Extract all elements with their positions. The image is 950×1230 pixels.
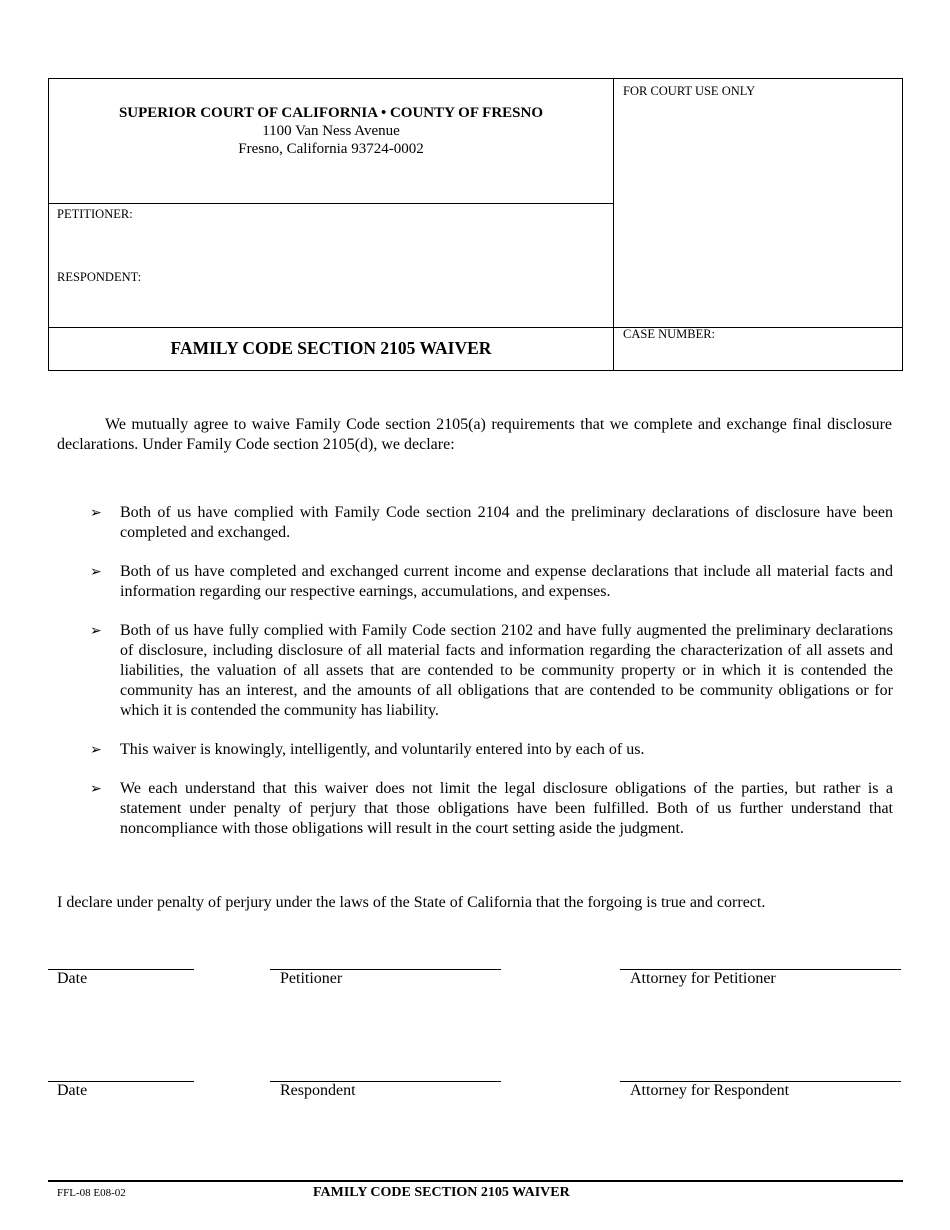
arrow-bullet-icon: ➢ [90,623,102,639]
form-title: FAMILY CODE SECTION 2105 WAIVER [170,338,492,358]
court-use-label: FOR COURT USE ONLY [623,84,756,98]
footer-title: FAMILY CODE SECTION 2105 WAIVER [313,1185,570,1200]
respondent-signature-label: Respondent [280,1082,356,1099]
petitioner-label: PETITIONER: [57,207,133,221]
arrow-bullet-icon: ➢ [90,505,102,521]
list-item-text: Both of us have completed and exchanged current income and expense declarations that include all material facts and information regarding our respective earnings, accumulations, and expenses. [120,563,893,600]
footer-rule [48,1180,903,1182]
petitioner-field[interactable] [140,206,606,224]
list-item [90,740,893,760]
court-info [48,104,614,158]
date-label: Date [57,1082,88,1099]
petitioner-signature-label: Petitioner [280,970,343,987]
list-item-text: Both of us have complied with Family Code section 2104 and the preliminary declarations of disclosure have been completed and exchanged. [120,504,893,541]
list-item [90,503,893,543]
list-item [90,779,893,839]
declaration-list [90,503,893,858]
perjury-declaration: I declare under penalty of perjury under the laws of the State of California that the forgoing is true and correct. [57,894,766,911]
court-name: SUPERIOR COURT OF CALIFORNIA • COUNTY OF FRESNO [118,105,544,121]
form-code: FFL-08 E08-02 [57,1187,126,1199]
case-number-label: CASE NUMBER: [623,327,716,341]
respondent-field[interactable] [148,269,606,287]
list-item [90,621,893,721]
attorney-respondent-label: Attorney for Respondent [630,1082,790,1099]
list-item [90,562,893,602]
case-number-field[interactable] [623,345,893,367]
list-item-text: Both of us have fully complied with Family Code section 2102 and have fully augmented the preliminary declarations of disclosure, including disclosure of all material facts and information regarding the characterization of all assets and liabilities, the valuation of all assets that are contended to be community property or in which it is contended the community has an interest, and the amounts of all obligations that are contended to be community obligations or for which it is contended the community has liability. [120,622,893,719]
court-address-line2: Fresno, California 93724-0002 [238,141,424,157]
date-label: Date [57,970,88,987]
intro-paragraph: We mutually agree to waive Family Code section 2105(a) requirements that we complete and exchange final disclosure declarations. Under Family Code section 2105(d), we declare: [57,416,892,453]
caption-divider-court [48,203,614,204]
arrow-bullet-icon: ➢ [90,781,102,797]
list-item-text: We each understand that this waiver does not limit the legal disclosure obligations of the parties, but rather is a statement under penalty of perjury that those obligations have been fulfilled. Both of us further understand that noncompliance with those obligations will result in the court setting aside the judgment. [120,780,893,837]
respondent-label: RESPONDENT: [57,270,142,284]
arrow-bullet-icon: ➢ [90,742,102,758]
court-use-area [614,100,902,326]
attorney-petitioner-label: Attorney for Petitioner [630,970,776,987]
court-address-line1: 1100 Van Ness Avenue [262,123,400,139]
arrow-bullet-icon: ➢ [90,564,102,580]
caption-divider-title [48,327,903,328]
list-item-text: This waiver is knowingly, intelligently, and voluntarily entered into by each of us. [120,741,645,758]
